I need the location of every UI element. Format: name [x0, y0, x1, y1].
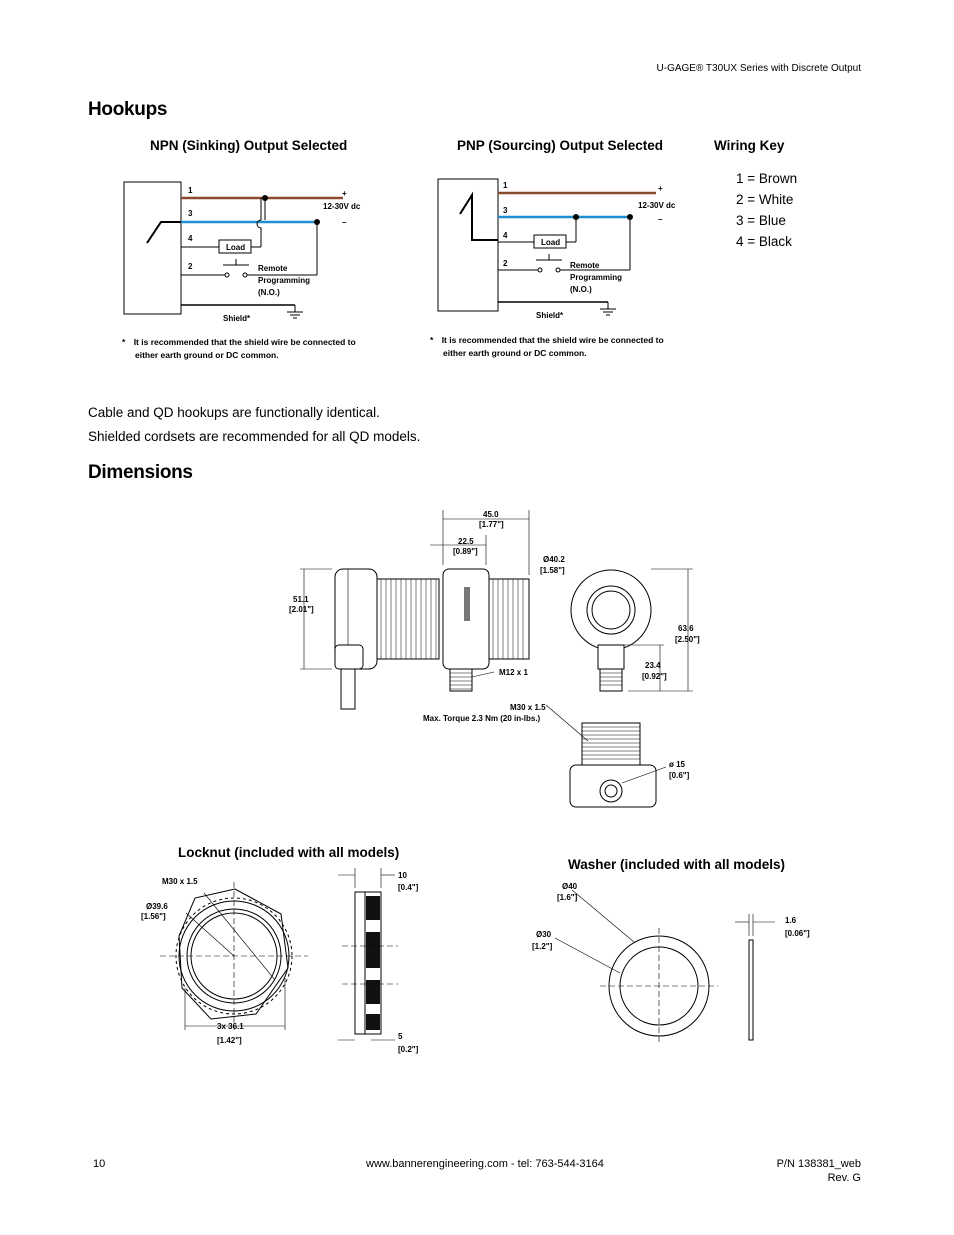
- dim-label: Ø39.6: [146, 902, 168, 911]
- dim-label: [0.2"]: [398, 1045, 419, 1054]
- shield-label: Shield*: [536, 311, 564, 320]
- dim-label: [0.06"]: [785, 929, 810, 938]
- dim-label: ø 15: [669, 760, 686, 769]
- note-line: It is recommended that the shield wire be connected to: [441, 335, 664, 345]
- note-line: It is recommended that the shield wire be connected to: [133, 337, 356, 347]
- dim-label: [1.42"]: [217, 1036, 242, 1045]
- plus-label: +: [342, 189, 347, 198]
- dim-label: [0.6"]: [669, 771, 690, 780]
- dim-label: 63.6: [678, 624, 694, 633]
- wiring-key-item: 3 = Blue: [736, 213, 786, 228]
- footer-website: www.bannerengineering.com - tel: 763-544-3164: [366, 1158, 604, 1170]
- washer-side: [749, 940, 753, 1040]
- note-line: either earth ground or DC common.: [135, 350, 279, 360]
- dim-label: 45.0: [483, 510, 499, 519]
- pnp-title: PNP (Sourcing) Output Selected: [457, 138, 664, 153]
- dim-label: 51.1: [293, 595, 309, 604]
- washer-title: Washer (included with all models): [568, 857, 786, 872]
- wire-number: 2: [503, 259, 508, 268]
- wiring-key-item: 2 = White: [736, 192, 794, 207]
- sensor-housing-bottom: [570, 765, 656, 807]
- dim-label: [0.89"]: [453, 547, 478, 556]
- remote-label: Programming: [570, 273, 623, 282]
- locknut-drawing: [130, 868, 440, 1058]
- supply-label: 12-30V dc: [323, 202, 361, 211]
- remote-label: (N.O.): [258, 288, 280, 297]
- cable: [341, 669, 355, 709]
- wire-number: 4: [503, 231, 508, 240]
- npn-shield-note: [122, 336, 356, 362]
- logo-mark: [464, 587, 470, 621]
- dim-label: 22.5: [458, 537, 474, 546]
- dim-label: M12 x 1: [499, 668, 528, 677]
- note-star: *: [430, 335, 434, 345]
- dim-label: [0.92"]: [642, 672, 667, 681]
- remote-label: Remote: [570, 261, 600, 270]
- remote-label: Remote: [258, 264, 288, 273]
- sensor-dimension-drawing: [280, 505, 720, 815]
- dim-label: [2.01"]: [289, 605, 314, 614]
- dim-label: 23.4: [645, 661, 661, 670]
- output-switch: [147, 222, 181, 243]
- load-label: Load: [541, 238, 561, 247]
- load-label: Load: [226, 243, 246, 252]
- wire-number: 3: [188, 209, 193, 218]
- dim-label: [1.56"]: [141, 912, 166, 921]
- wire-number: 3: [503, 206, 508, 215]
- hookup-paragraph: Cable and QD hookups are functionally identical.: [88, 405, 380, 420]
- dim-label: 3x 36.1: [217, 1022, 244, 1031]
- washer-drawing: [520, 878, 820, 1058]
- dim-label: [1.77"]: [479, 520, 504, 529]
- wire-number: 1: [188, 186, 193, 195]
- dim-label: Ø30: [536, 930, 552, 939]
- minus-label: –: [342, 218, 347, 227]
- wire-number: 2: [188, 262, 193, 271]
- npn-wiring-diagram: [115, 175, 375, 330]
- locknut-title: Locknut (included with all models): [178, 845, 400, 860]
- dim-label: [1.6"]: [557, 893, 578, 902]
- dim-label: [2.50"]: [675, 635, 700, 644]
- supply-label: 12-30V dc: [638, 201, 676, 210]
- remote-label: (N.O.): [570, 285, 592, 294]
- pnp-shield-note: [430, 334, 664, 360]
- shield-label: Shield*: [223, 314, 251, 323]
- dim-label: Ø40: [562, 882, 578, 891]
- sensor-thread-side: [377, 579, 439, 659]
- connector: [600, 780, 622, 802]
- dim-label: M30 x 1.5: [162, 877, 198, 886]
- sensor-face: [571, 570, 651, 650]
- dim-label: 1.6: [785, 916, 797, 925]
- pnp-wiring-diagram: [430, 172, 690, 327]
- dimensions-heading: Dimensions: [88, 462, 193, 483]
- page-number: 10: [93, 1158, 106, 1170]
- dim-label: [0.4"]: [398, 883, 419, 892]
- plus-label: +: [658, 184, 663, 193]
- dim-label: Max. Torque 2.3 Nm (20 in-lbs.): [423, 714, 541, 723]
- wire-number: 1: [503, 181, 508, 190]
- wire-number: 4: [188, 234, 193, 243]
- wiring-key-list: [736, 168, 797, 252]
- dim-label: [1.58"]: [540, 566, 565, 575]
- dim-label: [1.2"]: [532, 942, 553, 951]
- wiring-key-title: Wiring Key: [714, 138, 785, 153]
- hookup-paragraph: Shielded cordsets are recommended for all QD models.: [88, 429, 421, 444]
- document-header: U-GAGE® T30UX Series with Discrete Output: [656, 63, 861, 74]
- dim-label: M30 x 1.5: [510, 703, 546, 712]
- wiring-key-item: 4 = Black: [736, 234, 792, 249]
- footer-revision: Rev. G: [827, 1172, 861, 1184]
- minus-label: –: [658, 215, 663, 224]
- remote-label: Programming: [258, 276, 311, 285]
- output-switch: [460, 195, 498, 240]
- note-line: either earth ground or DC common.: [443, 348, 587, 358]
- dim-label: 10: [398, 871, 407, 880]
- dim-label: 5: [398, 1032, 403, 1041]
- hookups-heading: Hookups: [88, 99, 168, 120]
- footer-part-number: P/N 138381_web: [776, 1158, 861, 1170]
- sensor-thread-bottom: [582, 723, 640, 765]
- npn-title: NPN (Sinking) Output Selected: [150, 138, 348, 153]
- dim-label: Ø40.2: [543, 555, 565, 564]
- wiring-key-item: 1 = Brown: [736, 171, 798, 186]
- note-star: *: [122, 337, 126, 347]
